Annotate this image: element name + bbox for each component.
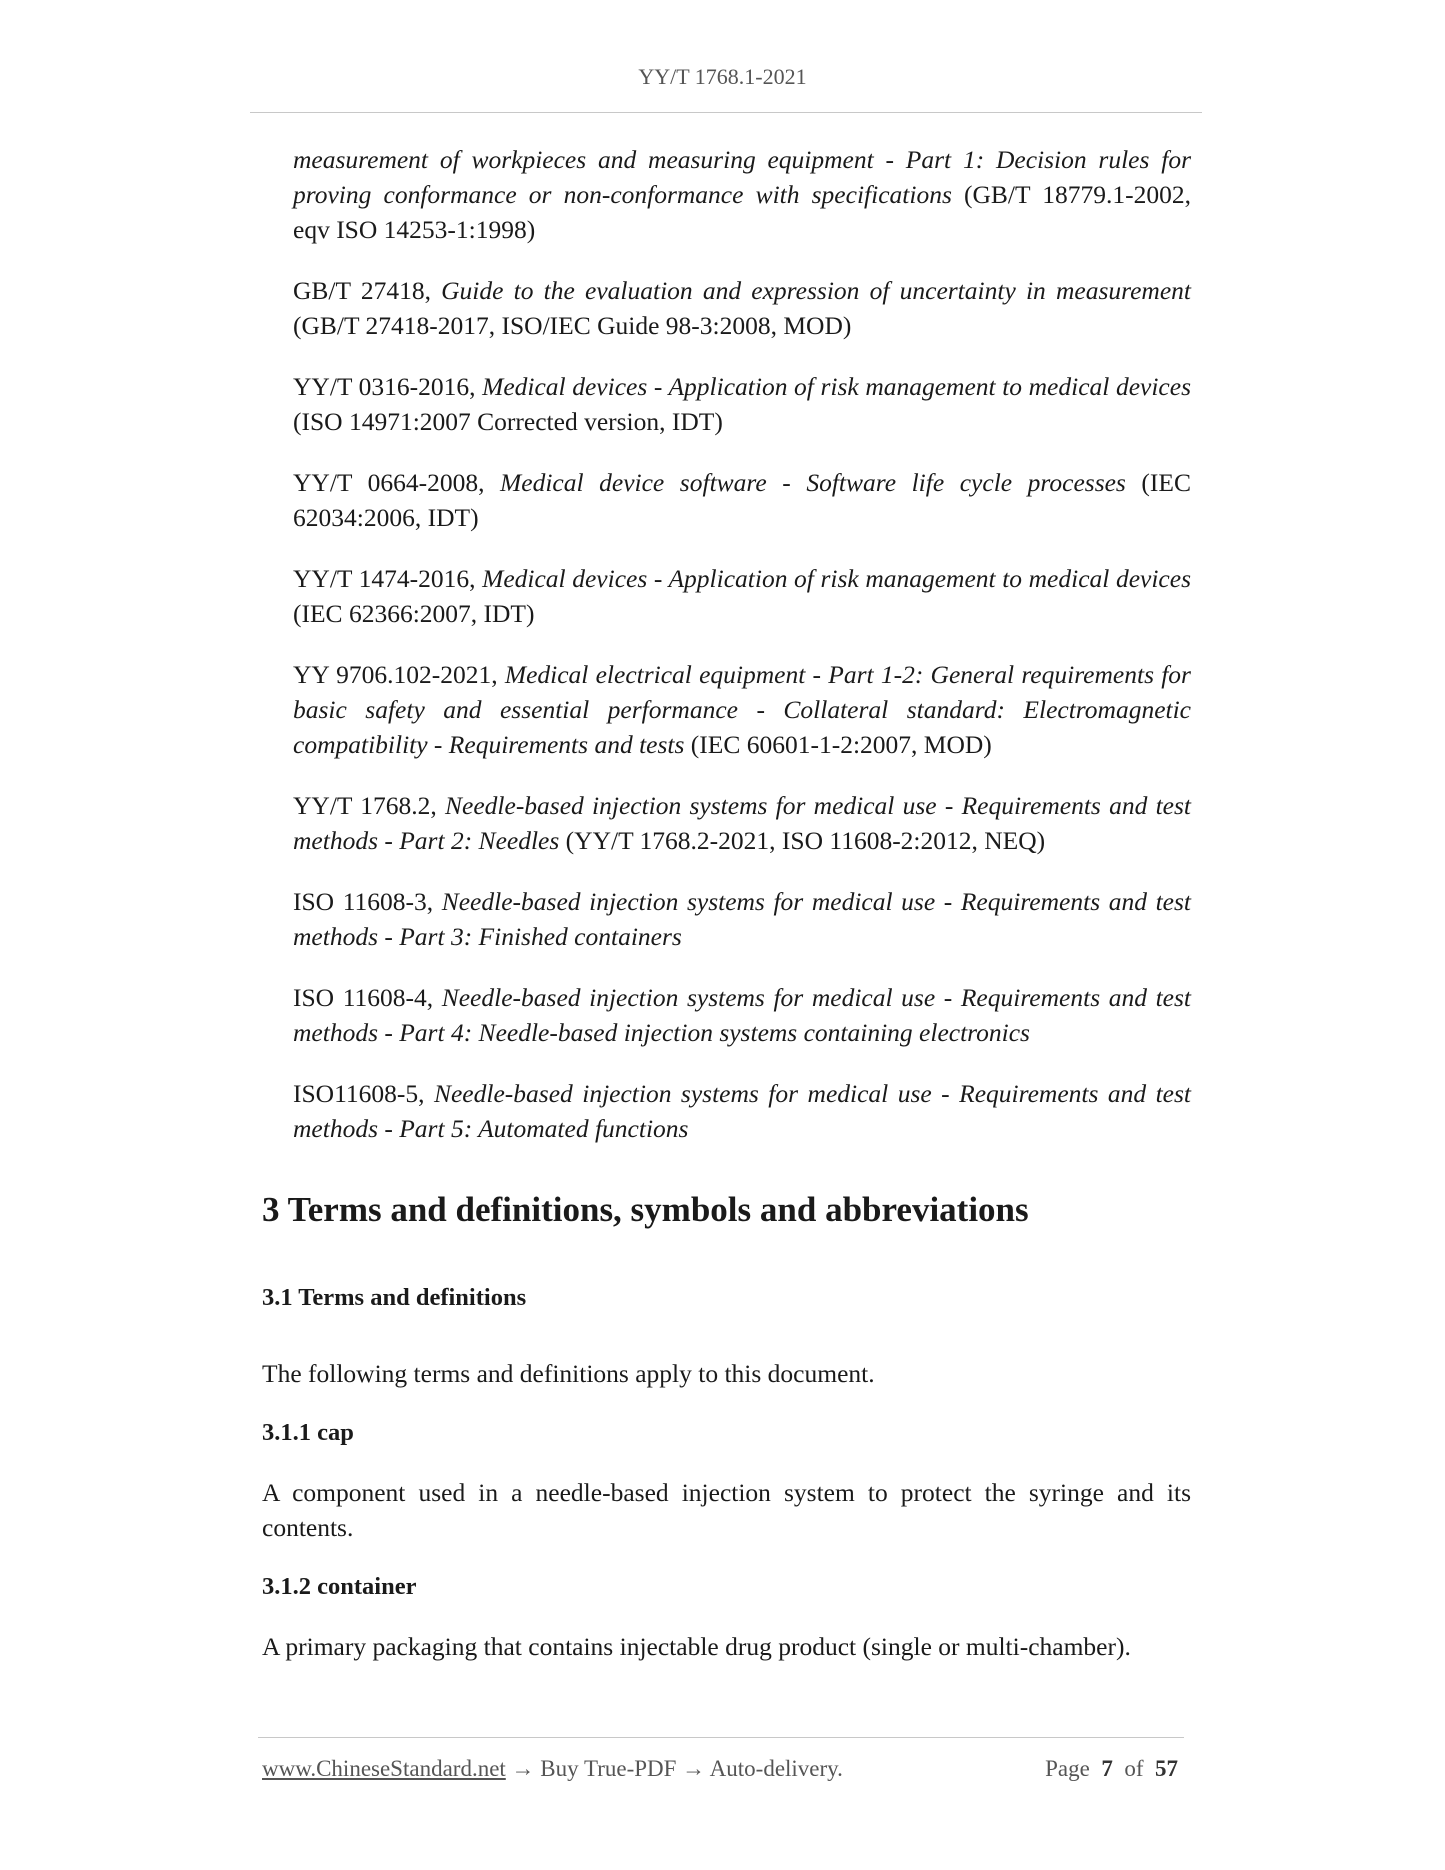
term-definition-cap: A component used in a needle-based injection system to protect the syringe and its contents.: [262, 1478, 1191, 1542]
promo-text: → Buy True-PDF → Auto-delivery.: [505, 1756, 843, 1781]
header-divider: [250, 112, 1202, 113]
reference-item: YY/T 1474-2016, Medical devices - Application of risk management to medical devices (IEC 62366:2007, IDT): [293, 564, 1191, 628]
reference-item: YY/T 0316-2016, Medical devices - Application of risk management to medical devices (ISO 14971:2007 Corrected version, IDT): [293, 372, 1191, 436]
intro-paragraph: The following terms and definitions apply to this document.: [262, 1359, 875, 1388]
current-page: 7: [1101, 1756, 1113, 1781]
reference-item: GB/T 27418, Guide to the evaluation and expression of uncertainty in measurement (GB/T 27418-2017, ISO/IEC Guide 98-3:2008, MOD): [293, 276, 1191, 340]
reference-item: ISO 11608-4, Needle-based injection systems for medical use - Requirements and test methods - Part 4: Needle-based injection systems containing electronics: [293, 983, 1191, 1047]
page-indicator: Page 7 of 57: [1045, 1756, 1178, 1781]
term-definition-container: A primary packaging that contains injectable drug product (single or multi-chamber).: [262, 1632, 1131, 1661]
terms-section: [262, 1188, 1191, 1690]
footer-divider: [258, 1737, 1184, 1738]
footer-promo: [262, 1756, 843, 1782]
term-heading-container: 3.1.2 container: [262, 1573, 417, 1600]
reference-item: ISO 11608-3, Needle-based injection systems for medical use - Requirements and test methods - Part 3: Finished containers: [293, 887, 1191, 951]
document-id-header: YY/T 1768.1-2021: [638, 64, 807, 89]
site-link[interactable]: www.ChineseStandard.net: [262, 1756, 506, 1781]
reference-item: YY 9706.102-2021, Medical electrical equipment - Part 1-2: General requirements for basic safety and essential performance - Collateral standard: Electromagnetic compatibility - Requirements and tests (IEC 60601-1-2:2007, MOD): [293, 660, 1191, 759]
reference-item: YY/T 1768.2, Needle-based injection systems for medical use - Requirements and test methods - Part 2: Needles (YY/T 1768.2-2021, ISO 11608-2:2012, NEQ): [293, 791, 1191, 855]
term-heading-cap: 3.1.1 cap: [262, 1419, 354, 1446]
normative-references-list: [293, 142, 1191, 1172]
reference-item: ISO11608-5, Needle-based injection systems for medical use - Requirements and test methods - Part 5: Automated functions: [293, 1079, 1191, 1143]
reference-item: measurement of workpieces and measuring equipment - Part 1: Decision rules for proving conformance or non-conformance with specifications (GB/T 18779.1-2002, eqv ISO 14253-1:1998): [293, 145, 1191, 244]
section-heading: 3 Terms and definitions, symbols and abbreviations: [262, 1190, 1029, 1229]
total-pages: 57: [1155, 1756, 1178, 1781]
reference-item: YY/T 0664-2008, Medical device software - Software life cycle processes (IEC 62034:2006, IDT): [293, 468, 1191, 532]
subsection-heading: 3.1 Terms and definitions: [262, 1284, 527, 1311]
